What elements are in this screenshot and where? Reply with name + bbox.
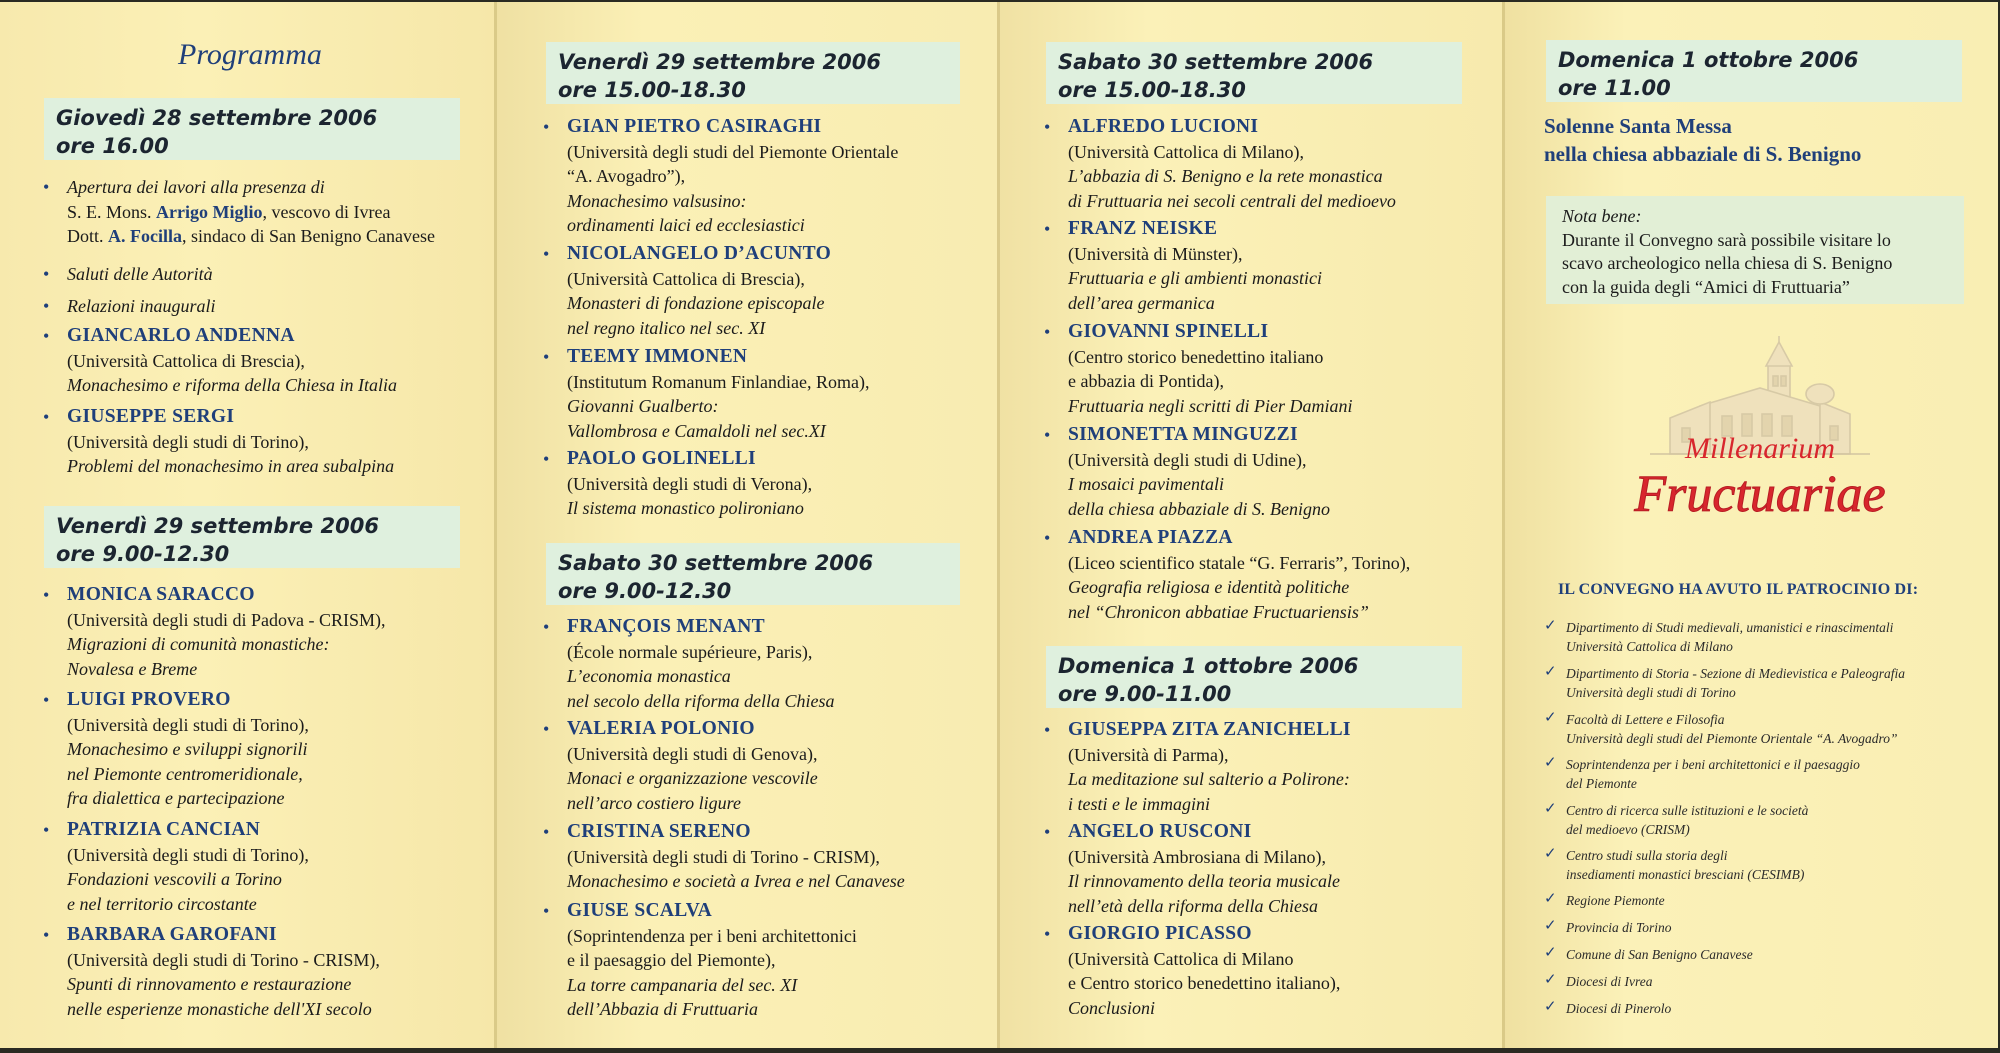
talk-title: della chiesa abbaziale di S. Benigno bbox=[1068, 498, 1330, 519]
talk-title: Geografia religiosa e identità politiche bbox=[1068, 577, 1350, 598]
talk-title: Il sistema monastico polironiano bbox=[567, 498, 804, 519]
talk-title: Fruttuaria e gli ambienti monastici bbox=[1068, 268, 1322, 289]
day-header-time: ore 9.00-11.00 bbox=[1058, 682, 1232, 706]
talk-title: nel Piemonte centromeridionale, bbox=[67, 763, 303, 784]
talk-title: Monachesimo e società a Ivrea e nel Canavese bbox=[567, 871, 905, 892]
speaker-affiliation: “A. Avogadro”), bbox=[567, 166, 686, 187]
talk-title: nel regno italico nel sec. XI bbox=[567, 317, 766, 338]
bullet: • bbox=[543, 822, 550, 842]
note-box bbox=[1546, 196, 1964, 304]
speaker-affiliation: (Università Cattolica di Brescia), bbox=[567, 268, 805, 289]
check-icon: ✓ bbox=[1544, 801, 1557, 817]
speaker-item bbox=[1044, 526, 1411, 624]
item-text: Dott. bbox=[67, 226, 109, 247]
speaker-name: FRANÇOIS MENANT bbox=[567, 616, 765, 637]
program-item-opening bbox=[43, 175, 435, 249]
patron-item bbox=[1544, 918, 1672, 937]
speaker-item bbox=[1044, 320, 1353, 418]
patronage-title: IL CONVEGNO HA AVUTO IL PATROCINIO DI: bbox=[1558, 581, 1919, 598]
speaker-item bbox=[543, 447, 813, 521]
patron-item bbox=[1544, 755, 1860, 793]
day-header bbox=[44, 98, 460, 160]
day-header-time: ore 9.00-12.30 bbox=[558, 579, 732, 603]
speaker-item bbox=[543, 345, 870, 443]
patron-item bbox=[1544, 945, 1753, 964]
program-title: Programma bbox=[178, 38, 322, 71]
talk-title: nell’età della riforma della Chiesa bbox=[1068, 895, 1318, 916]
program-item-relazioni bbox=[43, 294, 216, 319]
patron-name: Università degli studi del Piemonte Orientale “A. Avogadro” bbox=[1566, 731, 1898, 746]
patron-name: del medioevo (CRISM) bbox=[1566, 822, 1690, 837]
talk-title: La meditazione sul salterio a Polirone: bbox=[1068, 769, 1350, 790]
bullet: • bbox=[543, 617, 550, 637]
check-icon: ✓ bbox=[1544, 918, 1557, 934]
talk-title: Giovanni Gualberto: bbox=[567, 396, 719, 417]
day-header-date: Sabato 30 settembre 2006 bbox=[558, 551, 874, 575]
talk-title: Monachesimo valsusino: bbox=[567, 190, 747, 211]
bullet: • bbox=[43, 177, 50, 197]
patron-item bbox=[1544, 999, 1671, 1018]
speaker-item bbox=[1044, 922, 1341, 1020]
fold-line bbox=[997, 2, 1000, 1048]
day-header-date: Sabato 30 settembre 2006 bbox=[1058, 50, 1374, 74]
speaker-item bbox=[543, 717, 818, 815]
speaker-name: TEEMY IMMONEN bbox=[567, 346, 748, 367]
item-text: S. E. Mons. bbox=[67, 201, 157, 222]
bullet: • bbox=[543, 901, 550, 921]
talk-title: nel “Chronicon abbatiae Fructuariensis” bbox=[1068, 601, 1369, 622]
patron-name: Comune di San Benigno Canavese bbox=[1566, 947, 1753, 962]
bullet: • bbox=[43, 690, 50, 710]
talk-title: dell’Abbazia di Fruttuaria bbox=[567, 999, 758, 1020]
patron-name: Regione Piemonte bbox=[1566, 893, 1665, 908]
mass-announcement bbox=[1544, 112, 1861, 168]
bullet: • bbox=[543, 449, 550, 469]
check-icon: ✓ bbox=[1544, 846, 1557, 862]
speaker-item bbox=[1044, 423, 1330, 521]
talk-title: Monachesimo e sviluppi signorili bbox=[67, 739, 308, 760]
speaker-item bbox=[43, 688, 309, 811]
speaker-name: ANDREA PIAZZA bbox=[1068, 527, 1233, 548]
speaker-item bbox=[543, 899, 857, 1022]
bullet: • bbox=[43, 585, 50, 605]
talk-title: Fondazioni vescovili a Torino bbox=[67, 869, 282, 890]
speaker-item bbox=[543, 242, 832, 340]
bullet: • bbox=[1044, 425, 1051, 445]
patron-name: del Piemonte bbox=[1566, 776, 1637, 791]
talk-title: Monasteri di fondazione episcopale bbox=[567, 293, 825, 314]
speaker-item bbox=[1044, 718, 1351, 816]
check-icon: ✓ bbox=[1544, 972, 1557, 988]
bullet: • bbox=[1044, 322, 1051, 342]
speaker-name: GIOVANNI SPINELLI bbox=[1068, 321, 1269, 342]
speaker-name: GIAN PIETRO CASIRAGHI bbox=[567, 116, 822, 137]
speaker-affiliation: (Università degli studi di Genova), bbox=[567, 743, 818, 764]
speaker-affiliation: (Università Cattolica di Brescia), bbox=[67, 350, 305, 371]
fold-line bbox=[494, 2, 497, 1048]
speaker-item bbox=[43, 324, 397, 398]
talk-title: nelle esperienze monastiche dell'XI secolo bbox=[67, 998, 372, 1019]
day-header bbox=[1046, 646, 1462, 708]
patron-item bbox=[1544, 801, 1808, 839]
bullet: • bbox=[43, 407, 50, 427]
speaker-affiliation: (Università di Parma), bbox=[1068, 744, 1229, 765]
bullet: • bbox=[543, 117, 550, 137]
speaker-name: MONICA SARACCO bbox=[67, 584, 255, 605]
patron-name: Provincia di Torino bbox=[1566, 920, 1672, 935]
speaker-item bbox=[543, 820, 905, 894]
talk-title: dell’area germanica bbox=[1068, 292, 1215, 313]
fold-line bbox=[1502, 2, 1505, 1048]
speaker-affiliation: (Università Cattolica di Milano bbox=[1068, 948, 1294, 969]
patron-name: insediamenti monastici bresciani (CESIMB) bbox=[1566, 867, 1805, 882]
check-icon: ✓ bbox=[1544, 710, 1557, 726]
check-icon: ✓ bbox=[1544, 755, 1557, 771]
speaker-affiliation: e il paesaggio del Piemonte), bbox=[567, 950, 776, 971]
day-header-date: Venerdì 29 settembre 2006 bbox=[558, 50, 881, 74]
speaker-affiliation: (Università degli studi di Torino - CRISM), bbox=[567, 846, 880, 867]
speaker-item bbox=[1044, 217, 1322, 315]
speaker-affiliation: (Università degli studi di Verona), bbox=[567, 473, 813, 494]
bullet: • bbox=[543, 244, 550, 264]
check-icon: ✓ bbox=[1544, 999, 1557, 1015]
speaker-affiliation: (Università di Münster), bbox=[1068, 243, 1243, 264]
speaker-item bbox=[43, 405, 395, 479]
patron-name: Dipartimento di Storia - Sezione di Medievistica e Paleografia bbox=[1566, 666, 1905, 681]
patron-item bbox=[1544, 972, 1652, 991]
talk-title: Fruttuaria negli scritti di Pier Damiani bbox=[1068, 395, 1353, 416]
talk-title: di Fruttuaria nei secoli centrali del medioevo bbox=[1068, 190, 1396, 211]
patron-name: Diocesi di Pinerolo bbox=[1566, 1001, 1672, 1016]
patron-name: Università degli studi di Torino bbox=[1566, 685, 1736, 700]
patron-name: Centro di ricerca sulle istituzioni e le società bbox=[1566, 803, 1809, 818]
talk-title: Spunti di rinnovamento e restaurazione bbox=[67, 974, 352, 995]
bullet: • bbox=[1044, 117, 1051, 137]
day-header-date: Venerdì 29 settembre 2006 bbox=[56, 514, 379, 538]
speaker-name: NICOLANGELO D’ACUNTO bbox=[567, 243, 832, 264]
day-header-time: ore 16.00 bbox=[56, 134, 169, 158]
patron-name: Facoltà di Lettere e Filosofia bbox=[1566, 712, 1725, 727]
day-header-time: ore 11.00 bbox=[1558, 76, 1671, 100]
speaker-affiliation: (Università Ambrosiana di Milano), bbox=[1068, 846, 1326, 867]
day-header-time: ore 15.00-18.30 bbox=[1058, 78, 1246, 102]
patron-item bbox=[1544, 846, 1804, 884]
speaker-name: ALFREDO LUCIONI bbox=[1068, 116, 1259, 137]
speaker-affiliation: (Università degli studi di Torino), bbox=[67, 431, 309, 452]
day-header-date: Domenica 1 ottobre 2006 bbox=[1558, 48, 1859, 72]
note-title: Nota bene: bbox=[1562, 206, 1642, 226]
speaker-name: GIANCARLO ANDENNA bbox=[67, 325, 295, 346]
patron-item bbox=[1544, 664, 1905, 702]
speaker-item bbox=[1044, 115, 1396, 213]
talk-title: Novalesa e Breme bbox=[67, 658, 198, 679]
item-text: Saluti delle Autorità bbox=[67, 264, 213, 284]
item-text: , vescovo di Ivrea bbox=[262, 201, 391, 222]
bullet: • bbox=[1044, 219, 1051, 239]
bullet: • bbox=[1044, 720, 1051, 740]
speaker-affiliation: (Centro storico benedettino italiano bbox=[1068, 346, 1324, 367]
speaker-name: BARBARA GAROFANI bbox=[67, 924, 277, 945]
speaker-affiliation: (Università degli studi di Torino), bbox=[67, 714, 309, 735]
day-header bbox=[1546, 40, 1962, 102]
day-header bbox=[546, 543, 960, 605]
day-header bbox=[1046, 42, 1462, 104]
day-header bbox=[44, 506, 460, 568]
speaker-item bbox=[1044, 820, 1340, 918]
day-header-date: Giovedì 28 settembre 2006 bbox=[56, 106, 378, 130]
speaker-affiliation: (École normale supérieure, Paris), bbox=[567, 641, 813, 662]
talk-title: nell’arco costiero ligure bbox=[567, 792, 741, 813]
talk-title: Migrazioni di comunità monastiche: bbox=[67, 634, 330, 655]
talk-title: Problemi del monachesimo in area subalpina bbox=[67, 456, 395, 477]
talk-title: La torre campanaria del sec. XI bbox=[567, 974, 798, 995]
speaker-name: PAOLO GOLINELLI bbox=[567, 448, 756, 469]
patron-name: Soprintendenza per i beni architettonici e il paesaggio bbox=[1566, 757, 1860, 772]
talk-title: Monachesimo e riforma della Chiesa in Italia bbox=[67, 375, 397, 396]
day-header-date: Domenica 1 ottobre 2006 bbox=[1058, 654, 1359, 678]
speaker-affiliation: (Liceo scientifico statale “G. Ferraris”, Torino), bbox=[1068, 552, 1411, 573]
bullet: • bbox=[43, 296, 50, 316]
speaker-name: LUIGI PROVERO bbox=[67, 689, 231, 710]
patron-item bbox=[1544, 710, 1897, 748]
speaker-affiliation: (Università degli studi di Torino), bbox=[67, 844, 309, 865]
speaker-item bbox=[543, 115, 899, 238]
patron-name: Dipartimento di Studi medievali, umanistici e rinascimentali bbox=[1566, 620, 1894, 635]
patron-item bbox=[1544, 891, 1665, 910]
bullet: • bbox=[1044, 528, 1051, 548]
talk-title: I mosaici pavimentali bbox=[1068, 474, 1224, 495]
patron-item bbox=[1544, 618, 1893, 656]
talk-title: fra dialettica e partecipazione bbox=[67, 788, 285, 809]
talk-title: i testi e le immagini bbox=[1068, 793, 1210, 814]
talk-title: ordinamenti laici ed ecclesiastici bbox=[567, 215, 805, 236]
item-text: Apertura dei lavori alla presenza di bbox=[67, 177, 325, 197]
talk-title: Monaci e organizzazione vescovile bbox=[567, 768, 818, 789]
patron-name: Diocesi di Ivrea bbox=[1566, 974, 1653, 989]
bullet: • bbox=[43, 925, 50, 945]
speaker-name: VALERIA POLONIO bbox=[567, 718, 755, 739]
bullet: • bbox=[43, 820, 50, 840]
speaker-affiliation: (Università Cattolica di Milano), bbox=[1068, 141, 1304, 162]
person-name: A. Focilla bbox=[108, 226, 183, 247]
bullet: • bbox=[43, 264, 50, 284]
note-text: Durante il Convegno sarà possibile visitare lo bbox=[1562, 229, 1891, 250]
speaker-name: PATRIZIA CANCIAN bbox=[67, 819, 261, 840]
day-header-time: ore 9.00-12.30 bbox=[56, 542, 230, 566]
check-icon: ✓ bbox=[1544, 891, 1557, 907]
check-icon: ✓ bbox=[1544, 618, 1557, 634]
check-icon: ✓ bbox=[1544, 945, 1557, 961]
speaker-item bbox=[43, 923, 380, 1021]
day-header bbox=[546, 42, 960, 104]
patron-name: Università Cattolica di Milano bbox=[1566, 639, 1733, 654]
patron-name: Centro studi sulla storia degli bbox=[1566, 848, 1728, 863]
speaker-name: GIUSEPPA ZITA ZANICHELLI bbox=[1068, 719, 1351, 740]
talk-title: e nel territorio circostante bbox=[67, 893, 257, 914]
talk-title: nel secolo della riforma della Chiesa bbox=[567, 690, 835, 711]
item-text: Relazioni inaugurali bbox=[67, 296, 216, 316]
talk-title: L’economia monastica bbox=[567, 666, 731, 687]
speaker-item bbox=[43, 818, 309, 916]
check-icon: ✓ bbox=[1544, 664, 1557, 680]
logo-text-main: Fructuariae bbox=[1634, 466, 1886, 523]
talk-title: Conclusioni bbox=[1068, 997, 1156, 1018]
millenarium-fructuariae-logo bbox=[1610, 336, 1900, 556]
speaker-item bbox=[43, 583, 386, 681]
speaker-affiliation: (Università degli studi del Piemonte Orientale bbox=[567, 141, 899, 162]
note-text: con la guida degli “Amici di Fruttuaria” bbox=[1562, 276, 1850, 297]
item-text: , sindaco di San Benigno Canavese bbox=[182, 226, 435, 247]
speaker-name: GIUSEPPE SERGI bbox=[67, 406, 235, 427]
speaker-name: CRISTINA SERENO bbox=[567, 821, 751, 842]
speaker-name: GIUSE SCALVA bbox=[567, 900, 713, 921]
person-name: Arrigo Miglio bbox=[156, 201, 263, 222]
speaker-affiliation: (Soprintendenza per i beni architettonici bbox=[567, 925, 857, 946]
speaker-affiliation: e Centro storico benedettino italiano), bbox=[1068, 973, 1341, 994]
speaker-affiliation: e abbazia di Pontida), bbox=[1068, 371, 1224, 392]
day-header-time: ore 15.00-18.30 bbox=[558, 78, 746, 102]
speaker-name: SIMONETTA MINGUZZI bbox=[1068, 424, 1298, 445]
talk-title: L’abbazia di S. Benigno e la rete monastica bbox=[1068, 166, 1383, 187]
speaker-affiliation: (Institutum Romanum Finlandiae, Roma), bbox=[567, 371, 870, 392]
speaker-name: FRANZ NEISKE bbox=[1068, 218, 1218, 239]
speaker-name: ANGELO RUSCONI bbox=[1068, 821, 1252, 842]
logo-text-top: Millenarium bbox=[1685, 432, 1835, 465]
bullet: • bbox=[1044, 924, 1051, 944]
speaker-item bbox=[543, 615, 835, 713]
speaker-affiliation: (Università degli studi di Udine), bbox=[1068, 449, 1307, 470]
talk-title: Vallombrosa e Camaldoli nel sec.XI bbox=[567, 420, 826, 441]
bullet: • bbox=[543, 347, 550, 367]
mass-title: Solenne Santa Messa bbox=[1544, 114, 1732, 138]
speaker-name: GIORGIO PICASSO bbox=[1068, 923, 1252, 944]
note-text: scavo archeologico nella chiesa di S. Benigno bbox=[1562, 253, 1893, 273]
bullet: • bbox=[1044, 822, 1051, 842]
program-item-saluti bbox=[43, 262, 213, 287]
mass-location: nella chiesa abbaziale di S. Benigno bbox=[1544, 142, 1862, 166]
bullet: • bbox=[43, 326, 50, 346]
bullet: • bbox=[543, 719, 550, 739]
speaker-affiliation: (Università degli studi di Padova - CRISM), bbox=[67, 609, 386, 630]
speaker-affiliation: (Università degli studi di Torino - CRISM), bbox=[67, 949, 380, 970]
talk-title: Il rinnovamento della teoria musicale bbox=[1068, 871, 1340, 892]
